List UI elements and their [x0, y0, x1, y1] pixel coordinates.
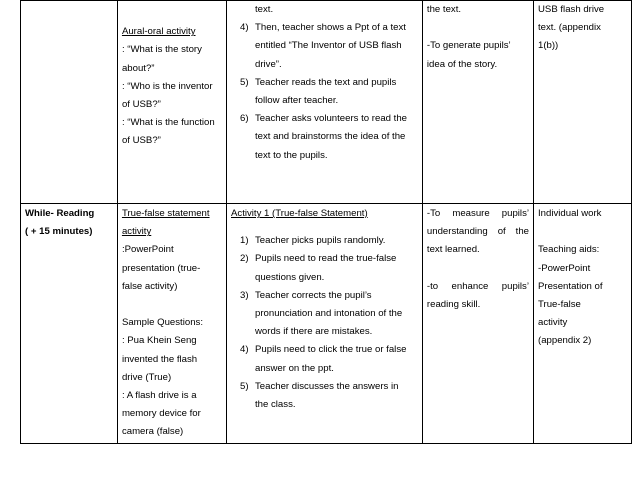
list-item: 4) Then, teacher shows a Ppt of a text entitled “The Inventor of USB flash drive”. [240, 22, 406, 70]
text-line: text. [255, 4, 274, 15]
text-line: Individual work [538, 208, 602, 219]
text-line: idea of the story. [426, 58, 498, 70]
text-line: Sample Questions: [121, 317, 203, 329]
stage-cell [21, 1, 118, 204]
text-line: false activity) [121, 280, 178, 292]
text-line: : Pua Khein Seng [121, 335, 197, 347]
text-line: about?” [121, 62, 155, 74]
text-line: Teaching aids: [538, 244, 600, 256]
activity-heading: Activity 1 (True-false Statement) [231, 208, 368, 219]
list-item: 3) Teacher corrects the pupil’s pronunciation and intonation of the words if there are mistakes. [240, 289, 403, 338]
text-line: activity [538, 317, 568, 329]
stage-cell [21, 204, 118, 444]
activity-heading: True-false statement [121, 208, 210, 219]
text-line: :PowerPoint [121, 244, 174, 256]
list-item: 5) Teacher reads the text and pupils follow after teacher. [240, 76, 397, 107]
text-line: USB flash drive [538, 4, 605, 15]
remarks-cell [534, 1, 632, 204]
activity-cell [117, 204, 226, 444]
text-line: text. (appendix [538, 22, 601, 34]
list-item: 2) Pupils need to read the true-false questions given. [240, 253, 397, 283]
text-line: presentation (true- [121, 262, 201, 274]
activity-heading: activity [121, 226, 152, 238]
remarks-cell [534, 204, 632, 444]
procedure-cell [227, 1, 423, 204]
text-line: -To generate pupils’ [426, 40, 511, 52]
objective-cell [422, 1, 533, 204]
text-line: -to enhance pupils’ [426, 280, 529, 292]
activity-cell [117, 1, 226, 204]
text-line: : A flash drive is a [121, 390, 197, 402]
list-item: 5) Teacher discusses the answers in the class. [240, 380, 399, 411]
text-line: of USB?” [121, 135, 161, 147]
table-row [21, 204, 632, 444]
objective-cell [422, 204, 533, 444]
list-item: 4) Pupils need to click the true or false answer on the ppt. [240, 344, 407, 374]
text-line: of USB?” [121, 99, 161, 110]
text-line: reading skill. [426, 299, 481, 310]
lesson-plan-table [20, 0, 632, 444]
table-row [21, 1, 632, 204]
text-line: invented the flash [121, 353, 198, 365]
text-line: camera (false) [121, 426, 184, 438]
procedure-list [231, 232, 418, 414]
text-line: the text. [426, 4, 462, 15]
text-line: True-false [538, 299, 581, 310]
list-item: 6) Teacher asks volunteers to read the text and brainstorms the idea of the text to the pupils. [240, 113, 407, 161]
text-line: 1(b)) [538, 40, 559, 52]
text-line: memory device for [121, 408, 201, 420]
text-line: -PowerPoint [538, 262, 591, 274]
text-line: : “What is the story [121, 44, 202, 56]
activity-heading: Aural-oral activity [121, 26, 196, 38]
stage-time: ( + 15 minutes) [25, 226, 93, 238]
procedure-list [231, 19, 418, 165]
text-line: : “Who is the inventor [121, 80, 213, 92]
text-line: drive (True) [121, 371, 172, 383]
text-line: (appendix 2) [538, 335, 592, 347]
list-item: 1) Teacher picks pupils randomly. [240, 235, 386, 247]
text-line: -To measure pupils’ [426, 208, 529, 219]
procedure-cell [227, 204, 423, 444]
text-line: Presentation of [538, 280, 603, 292]
text-line: : “What is the function [121, 117, 215, 129]
text-line: understanding of the [426, 226, 529, 238]
stage-title: While- Reading [25, 208, 95, 219]
text-line: text learned. [426, 244, 480, 256]
